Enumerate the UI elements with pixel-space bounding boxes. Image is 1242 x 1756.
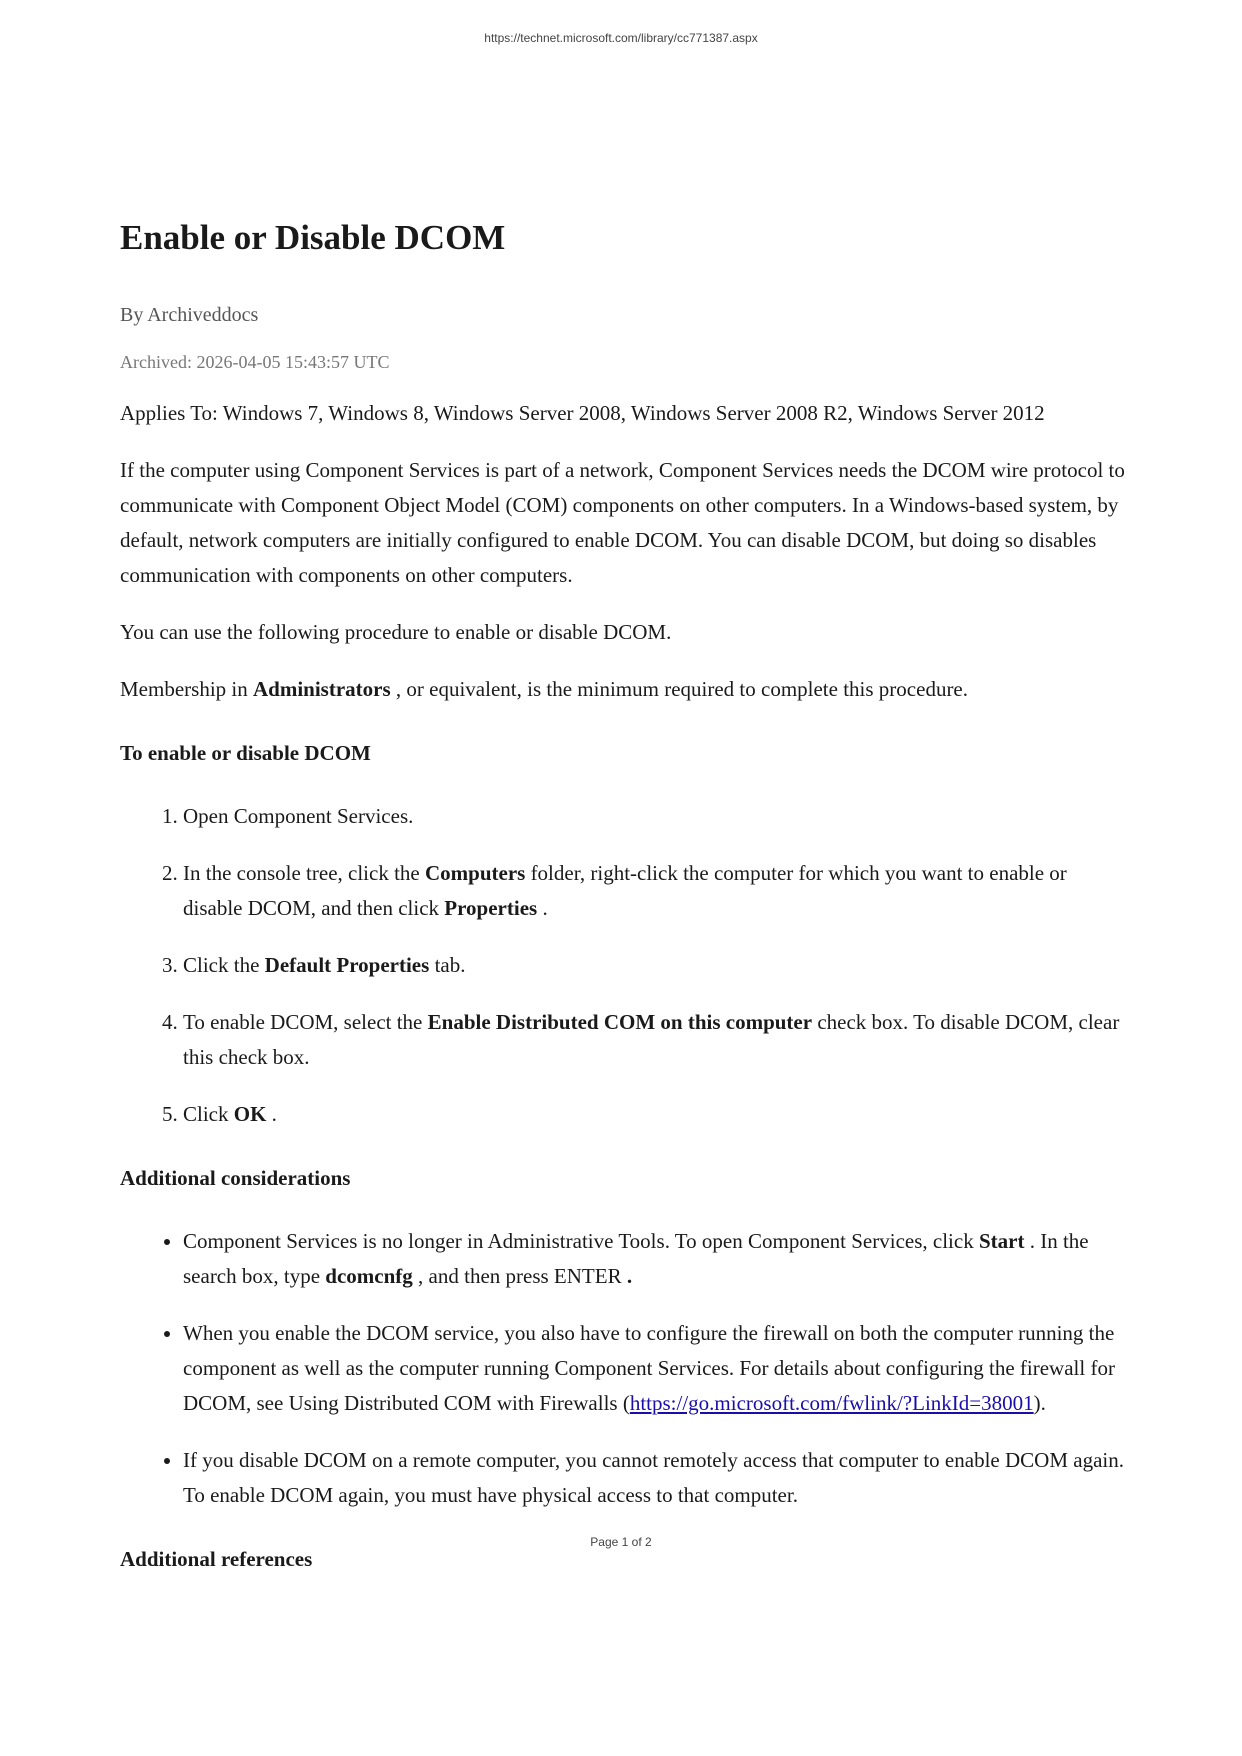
- step-text: check box. To disable DCOM, clear this check box.: [183, 1010, 1120, 1069]
- consideration-3: [183, 1443, 1130, 1513]
- consideration-text: , and then press ENTER: [412, 1264, 627, 1288]
- step-text: In the console tree, click the: [183, 861, 425, 885]
- step-bold: Default Properties: [264, 953, 430, 977]
- consideration-text: Component Services is no longer in Administrative Tools. To open Component Services, click: [183, 1229, 979, 1253]
- consideration-text: ).: [1033, 1391, 1046, 1415]
- step-text: Click: [183, 1102, 234, 1126]
- article: [120, 208, 1130, 1605]
- step-text: .: [537, 896, 548, 920]
- step-2: [183, 856, 1130, 926]
- procedure-steps: [120, 799, 1130, 1132]
- intro-paragraph: If the computer using Component Services is part of a network, Component Services needs the DCOM wire protocol to communicate with Component Object Model (COM) components on other computers. In a Windows-based system, by default, network computers are initially configured to enable DCOM. You can disable DCOM, but doing so disables communication with components on other computers.: [120, 458, 1125, 587]
- step-text: Open Component Services.: [183, 804, 414, 828]
- consideration-text: If you disable DCOM on a remote computer, you cannot remotely access that computer to enable DCOM again. To enable DCOM again, you must have physical access to that computer.: [183, 1448, 1124, 1507]
- step-bold: Properties: [444, 896, 538, 920]
- step-bold: Enable Distributed COM on this computer: [427, 1010, 813, 1034]
- step-text: Click the: [183, 953, 265, 977]
- step-3: [183, 948, 1130, 983]
- firewall-docs-link[interactable]: https://go.microsoft.com/fwlink/?LinkId=38001: [629, 1391, 1034, 1415]
- consideration-1: [183, 1224, 1130, 1294]
- considerations-list: [120, 1224, 1130, 1513]
- archived-timestamp: Archived: 2026-04-05 15:43:57 UTC: [120, 352, 390, 372]
- step-text: tab.: [429, 953, 466, 977]
- membership-text-after: , or equivalent, is the minimum required to complete this procedure.: [390, 677, 969, 701]
- consideration-bold: Start: [978, 1229, 1025, 1253]
- step-text: To enable DCOM, select the: [183, 1010, 428, 1034]
- byline: By Archiveddocs: [120, 304, 259, 326]
- step-text: folder, right-click the computer for which you want to enable or disable DCOM, and then click: [183, 861, 1067, 920]
- consideration-bold: dcomcnfg: [325, 1264, 413, 1288]
- membership-group: Administrators: [252, 677, 391, 701]
- step-4: [183, 1005, 1130, 1075]
- considerations-heading: Additional considerations: [120, 1166, 351, 1190]
- procedure-heading: To enable or disable DCOM: [120, 741, 371, 765]
- page-url: https://technet.microsoft.com/library/cc771387.aspx: [484, 31, 758, 45]
- page-number: Page 1 of 2: [590, 1535, 652, 1549]
- references-heading: Additional references: [120, 1547, 313, 1571]
- step-text: .: [266, 1102, 277, 1126]
- procedure-intro: You can use the following procedure to enable or disable DCOM.: [120, 620, 672, 644]
- step-bold: OK: [233, 1102, 267, 1126]
- step-5: [183, 1097, 1130, 1132]
- membership-text-before: Membership in: [120, 677, 253, 701]
- consideration-text: When you enable the DCOM service, you also have to configure the firewall on both the computer running the component as well as the computer running Component Services. For details about configuring the firewall for DCOM, see Using Distributed COM with Firewalls (: [183, 1321, 1115, 1415]
- consideration-bold: .: [626, 1264, 633, 1288]
- step-1: [183, 799, 1130, 834]
- membership-note: [120, 672, 1130, 707]
- page-title: Enable or Disable DCOM: [120, 218, 506, 257]
- step-bold: Computers: [424, 861, 526, 885]
- applies-to: Applies To: Windows 7, Windows 8, Windows Server 2008, Windows Server 2008 R2, Windows Server 2012: [120, 401, 1045, 425]
- consideration-text: . In the search box, type: [183, 1229, 1089, 1288]
- consideration-2: [183, 1316, 1130, 1421]
